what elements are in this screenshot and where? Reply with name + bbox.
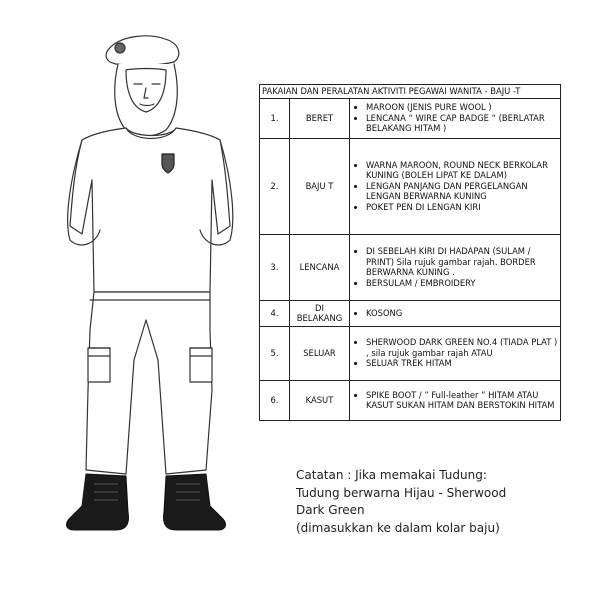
- table-row: [260, 138, 561, 234]
- note-line: Tudung berwarna Hijau - Sherwood: [296, 485, 507, 500]
- uniform-illustration: [30, 30, 270, 550]
- table-row: [260, 300, 561, 326]
- cargo-pants: [86, 292, 212, 474]
- table-row: [260, 380, 561, 420]
- row-number: 4.: [260, 300, 290, 326]
- row-description: [350, 380, 561, 420]
- row-description: [350, 98, 561, 138]
- row-item: LENCANA: [290, 234, 350, 300]
- row-number: 5.: [260, 326, 290, 380]
- bullet: • SHERWOOD DARK GREEN NO.4 (TIADA PLAT ) , sila rujuk gambar rajah ATAU: [366, 337, 558, 358]
- row-description: [350, 234, 561, 300]
- bullet: • SPIKE BOOT / ” Full-leather ” HITAM ATAU KASUT SUKAN HITAM DAN BERSTOKIN HITAM: [366, 390, 558, 411]
- row-number: 1.: [260, 98, 290, 138]
- row-description: [350, 300, 561, 326]
- row-item: BAJU T: [290, 138, 350, 234]
- table-row: [260, 234, 561, 300]
- tudung-note: [296, 467, 576, 537]
- table-row: [260, 326, 561, 380]
- bullet: • MAROON (JENIS PURE WOOL ): [366, 102, 558, 113]
- bullet: • DI SEBELAH KIRI DI HADAPAN (SULAM / PRINT) Sila rujuk gambar rajah. BORDER BERWARNA KUNING .: [366, 246, 558, 278]
- row-number: 3.: [260, 234, 290, 300]
- chest-badge: [162, 154, 174, 173]
- bullet: • POKET PEN DI LENGAN KIRI: [366, 202, 558, 213]
- row-item: BERET: [290, 98, 350, 138]
- note-line: Catatan : Jika memakai Tudung:: [296, 468, 487, 482]
- table-title: PAKAIAN DAN PERALATAN AKTIVITI PEGAWAI WANITA - BAJU -T: [260, 85, 561, 99]
- row-item: DI BELAKANG: [290, 300, 350, 326]
- bullet: • SELUAR TREK HITAM: [366, 358, 558, 369]
- right-cargo-pocket: [190, 348, 212, 382]
- note-line: Dark Green: [296, 503, 365, 517]
- uniform-spec-table: [259, 84, 561, 421]
- bullet: • WARNA MAROON, ROUND NECK BERKOLAR KUNING (BOLEH LIPAT KE DALAM): [366, 160, 558, 181]
- tshirt: [70, 128, 230, 292]
- table-row: [260, 98, 561, 138]
- row-item: SELUAR: [290, 326, 350, 380]
- row-number: 2.: [260, 138, 290, 234]
- left-cargo-pocket: [88, 348, 110, 382]
- bullet: • LENGAN PANJANG DAN PERGELANGAN LENGAN BERWARNA KUNING: [366, 181, 558, 202]
- row-item: KASUT: [290, 380, 350, 420]
- row-description: [350, 138, 561, 234]
- beret-badge: [115, 43, 125, 53]
- hijab: [115, 64, 178, 136]
- bullet: • LENCANA “ WIRE CAP BADGE “ (BERLATAR BELAKANG HITAM ): [366, 113, 558, 134]
- left-boot: [67, 474, 129, 530]
- note-line: (dimasukkan ke dalam kolar baju): [296, 520, 500, 535]
- bullet: • BERSULAM / EMBROIDERY: [366, 278, 558, 289]
- bullet: • KOSONG: [366, 308, 558, 319]
- row-description: [350, 326, 561, 380]
- table-title-row: [260, 85, 561, 99]
- row-number: 6.: [260, 380, 290, 420]
- right-boot: [164, 474, 226, 530]
